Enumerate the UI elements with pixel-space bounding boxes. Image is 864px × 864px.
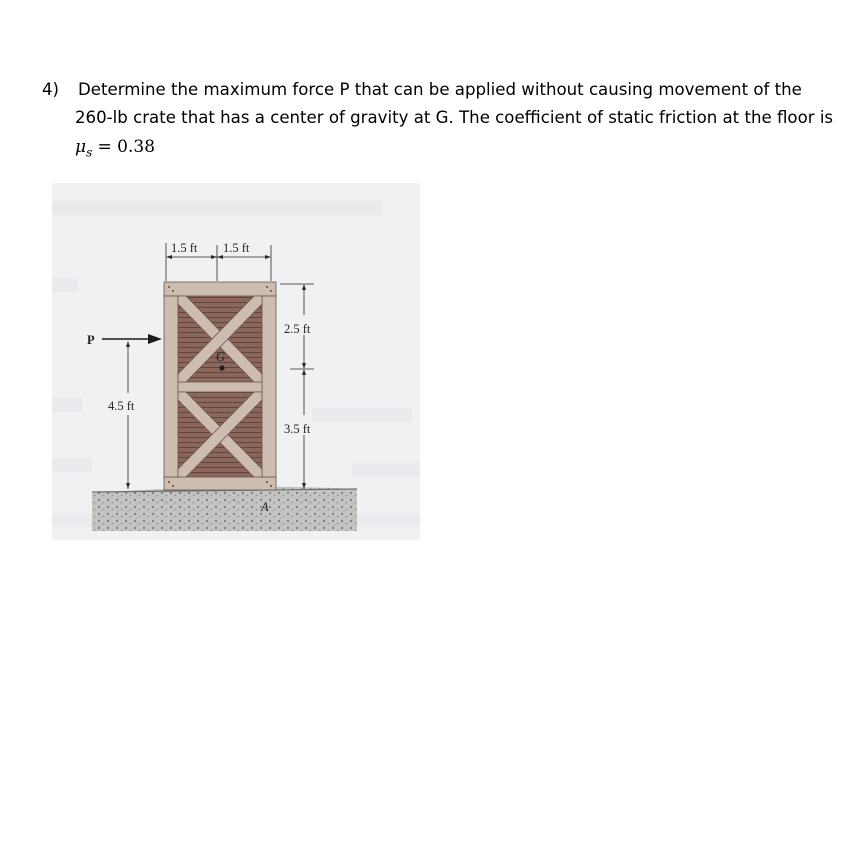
crate-diagram	[52, 183, 420, 540]
dim-top-left: 1.5 ft	[171, 241, 198, 255]
force-label: P	[87, 333, 95, 347]
center-of-gravity-dot	[219, 365, 224, 370]
problem-text-line-2: 260-lb crate that has a center of gravity at G. The coefficient of static friction at the floor is	[75, 108, 834, 127]
corner-label: A	[261, 500, 269, 514]
dim-left: 4.5 ft	[108, 399, 135, 413]
dim-top-right: 1.5 ft	[223, 241, 250, 255]
friction-coefficient	[75, 133, 155, 167]
dim-right-upper: 2.5 ft	[284, 322, 311, 336]
crate-figure	[52, 183, 420, 540]
mu-symbol: $\mu_s$	[75, 137, 93, 160]
cg-label: G	[216, 350, 226, 364]
crate	[164, 282, 276, 490]
mu-value: = 0.38	[97, 137, 156, 157]
problem-number: 4)	[42, 80, 60, 99]
ground	[92, 487, 357, 531]
dim-right-lower: 3.5 ft	[284, 422, 311, 436]
problem-text-line-1: Determine the maximum force P that can be applied without causing movement of the	[78, 80, 802, 99]
